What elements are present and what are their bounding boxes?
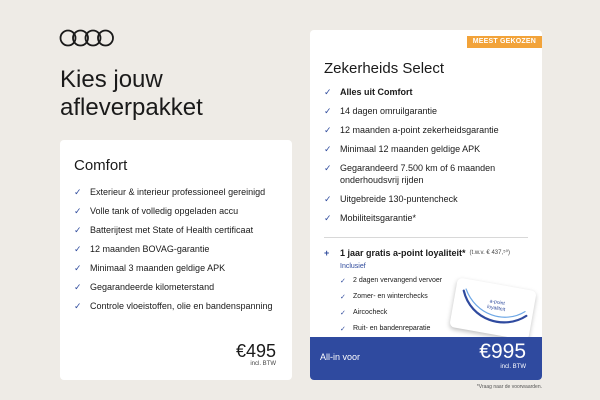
list-item-label: Batterijtest met State of Health certificaat xyxy=(90,225,254,235)
check-icon: ✓ xyxy=(74,187,82,197)
check-icon: ✓ xyxy=(74,301,82,311)
list-item-label: Mobiliteitsgarantie* xyxy=(340,213,417,223)
comfort-title: Comfort xyxy=(74,157,128,174)
list-item xyxy=(74,262,286,274)
select-price-block xyxy=(479,341,526,370)
list-item-label: Gegarandeerde kilometerstand xyxy=(90,282,215,292)
list-item-label: 12 maanden BOVAG-garantie xyxy=(90,244,210,254)
list-item-label: Ruit- en bandenreparatie xyxy=(353,325,431,332)
page-title-line1: Kies jouw xyxy=(60,66,163,93)
select-price-bar[interactable] xyxy=(310,337,542,380)
list-item xyxy=(340,276,442,287)
list-item xyxy=(74,243,286,255)
all-in-label: All-in voor xyxy=(320,352,361,362)
list-item-label: 14 dagen omruilgarantie xyxy=(340,106,438,116)
comfort-price-block xyxy=(236,342,276,367)
list-item-label: Gegarandeerd 7.500 km of 6 maanden onderhoudsvrij rijden xyxy=(340,163,496,185)
list-item xyxy=(74,300,286,312)
list-item xyxy=(324,124,536,136)
list-item xyxy=(324,162,536,186)
list-item xyxy=(324,143,536,155)
check-icon: ✓ xyxy=(324,213,332,223)
list-item-label: Zomer- en winterchecks xyxy=(353,293,428,300)
list-item xyxy=(324,86,536,98)
check-icon: ✓ xyxy=(324,144,332,154)
loyalty-card-image xyxy=(449,277,536,340)
select-price-note: incl. BTW xyxy=(500,364,526,370)
comfort-price-note: incl. BTW xyxy=(250,361,276,367)
page-title-line2: afleverpakket xyxy=(60,94,203,121)
list-item xyxy=(74,224,286,236)
check-icon: ✓ xyxy=(340,278,346,285)
comfort-package-card[interactable] xyxy=(60,140,292,380)
check-icon: ✓ xyxy=(324,87,332,97)
inclusief-label: Inclusief xyxy=(340,263,366,270)
check-icon: ✓ xyxy=(340,294,346,301)
check-icon: ✓ xyxy=(74,263,82,273)
list-item xyxy=(74,281,286,293)
select-package-card[interactable] xyxy=(310,30,542,380)
loyalty-offer xyxy=(324,247,536,259)
list-item-label: Controle vloeistoffen, olie en bandenspanning xyxy=(90,301,273,311)
list-item-label: Uitgebreide 130-puntencheck xyxy=(340,194,458,204)
check-icon: ✓ xyxy=(74,206,82,216)
audi-rings-icon xyxy=(59,29,115,47)
comfort-price: €495 xyxy=(235,341,276,361)
loyalty-value-note: (t.w.v. € 437,⁵⁰) xyxy=(469,250,511,256)
divider xyxy=(324,237,528,238)
footnote: *Vraag naar de voorwaarden. xyxy=(476,384,542,390)
select-feature-list xyxy=(324,86,536,231)
list-item-label: Exterieur & interieur professioneel gereinigd xyxy=(90,187,266,197)
plus-icon: + xyxy=(324,248,330,258)
list-item-label: Minimaal 3 maanden geldige APK xyxy=(90,263,226,273)
most-chosen-badge: MEEST GEKOZEN xyxy=(467,36,542,48)
list-item-label: Volle tank of volledig opgeladen accu xyxy=(90,206,239,216)
list-item xyxy=(324,193,536,205)
list-item-label: Alles uit Comfort xyxy=(340,87,413,97)
check-icon: ✓ xyxy=(340,310,346,317)
list-item xyxy=(340,324,442,335)
page-title xyxy=(60,66,270,122)
list-item-label: 2 dagen vervangend vervoer xyxy=(353,277,443,284)
loyalty-sub-list xyxy=(340,276,442,340)
list-item xyxy=(324,105,536,117)
list-item xyxy=(74,205,286,217)
check-icon: ✓ xyxy=(324,125,332,135)
list-item xyxy=(324,212,536,224)
list-item xyxy=(340,292,442,303)
check-icon: ✓ xyxy=(340,326,346,333)
check-icon: ✓ xyxy=(324,163,332,173)
list-item xyxy=(340,308,442,319)
list-item-label: Aircocheck xyxy=(353,309,388,316)
loyalty-card-brand: a-point loyaliteit xyxy=(486,298,506,314)
select-price: €995 xyxy=(479,340,526,363)
comfort-feature-list xyxy=(74,186,286,319)
list-item xyxy=(74,186,286,198)
check-icon: ✓ xyxy=(324,194,332,204)
loyalty-text: 1 jaar gratis a-point loyaliteit* xyxy=(340,248,466,258)
check-icon: ✓ xyxy=(74,225,82,235)
list-item-label: 12 maanden a-point zekerheidsgarantie xyxy=(340,125,499,135)
check-icon: ✓ xyxy=(74,282,82,292)
check-icon: ✓ xyxy=(74,244,82,254)
select-title: Zekerheids Select xyxy=(324,60,445,77)
list-item-label: Minimaal 12 maanden geldige APK xyxy=(340,144,481,154)
check-icon: ✓ xyxy=(324,106,332,116)
